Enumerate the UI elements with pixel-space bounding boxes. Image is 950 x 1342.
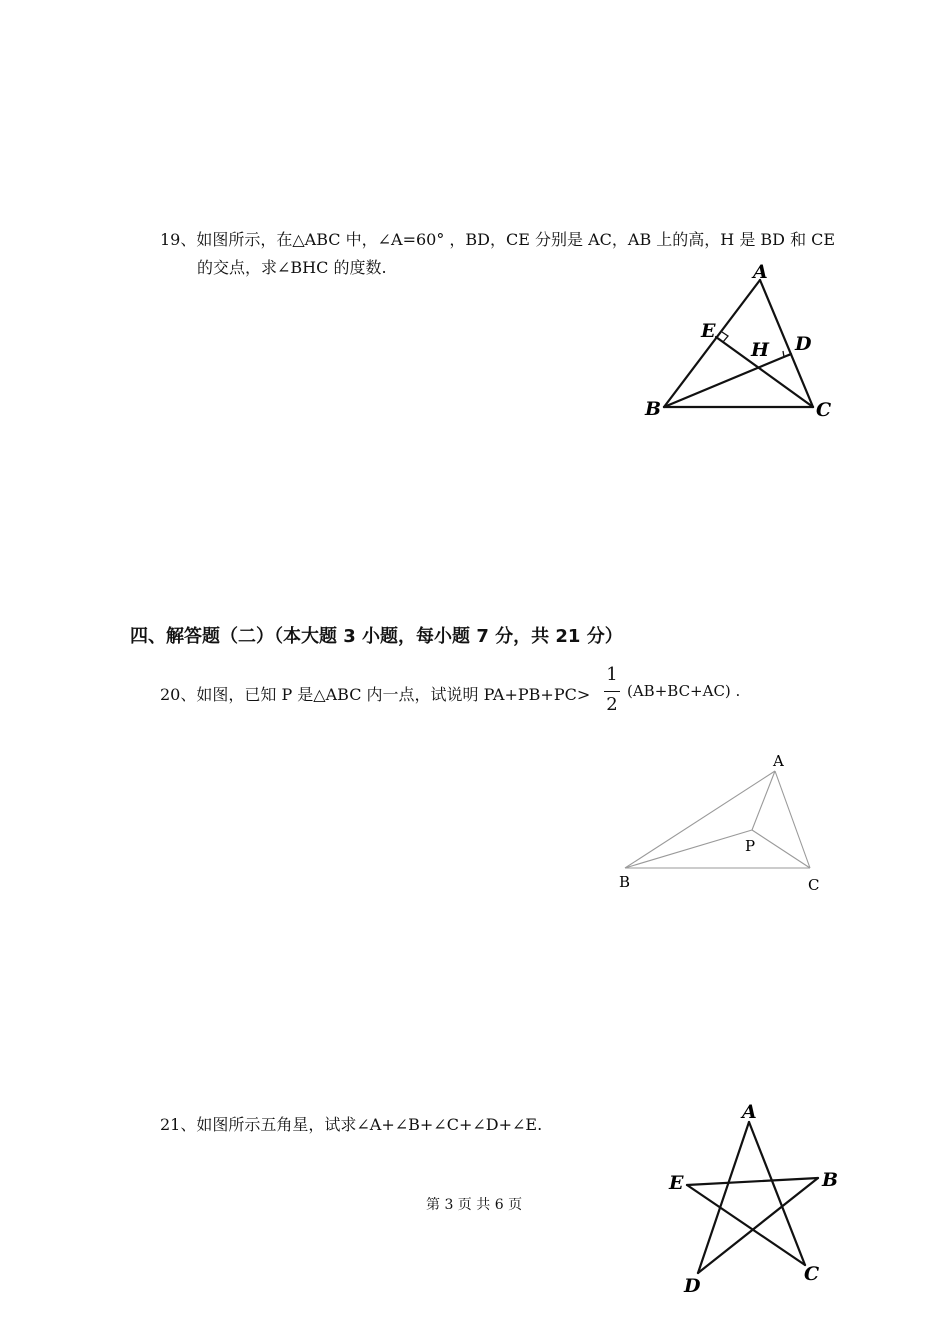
section-4-heading: 四、解答题（二）（本大题 3 小题，每小题 7 分，共 21 分） bbox=[130, 626, 623, 647]
q21-text: 21、如图所示五角星，试求∠A+∠B+∠C+∠D+∠E. bbox=[160, 1115, 543, 1134]
q19-text-line2: 的交点，求∠BHC 的度数. bbox=[197, 258, 387, 277]
q21-label-e: E bbox=[669, 1172, 684, 1194]
q19-label-c: C bbox=[816, 399, 832, 421]
q20-segment-pb bbox=[625, 830, 752, 868]
q21-label-d: D bbox=[684, 1275, 701, 1297]
q19-triangle-figure bbox=[640, 258, 880, 433]
q19-text-line1: 19、如图所示，在△ABC 中，∠A=60° ，BD，CE 分别是 AC，AB 上的高，H 是 BD 和 CE bbox=[160, 230, 836, 249]
q20-label-a: A bbox=[773, 752, 784, 770]
q19-label-a: A bbox=[753, 261, 768, 283]
q19-label-b: B bbox=[645, 398, 662, 420]
q21-segment-a-c bbox=[749, 1122, 805, 1265]
q19-label-h: H bbox=[751, 339, 769, 361]
q20-label-b: B bbox=[619, 873, 631, 891]
q19-label-d: D bbox=[795, 333, 812, 355]
q21-segment-e-b bbox=[687, 1178, 818, 1185]
q20-label-c: C bbox=[808, 876, 820, 894]
q19-label-e: E bbox=[701, 320, 716, 342]
page-footer: 第 3 页 共 6 页 bbox=[426, 1197, 523, 1213]
q20-label-p: P bbox=[745, 837, 756, 855]
q21-label-a: A bbox=[742, 1101, 757, 1123]
q20-fraction-numerator: 1 bbox=[606, 664, 618, 685]
q21-label-b: B bbox=[822, 1169, 839, 1191]
q20-side-ac bbox=[775, 771, 810, 868]
q19-right-angle-e bbox=[722, 332, 728, 342]
q21-pentagram-figure bbox=[660, 1100, 860, 1300]
q20-text-suffix: (AB+BC+AC) . bbox=[627, 682, 741, 700]
q20-text-prefix: 20、如图，已知 P 是△ABC 内一点，试说明 PA+PB+PC> bbox=[160, 685, 591, 704]
q21-segment-b-d bbox=[698, 1178, 818, 1273]
q21-label-c: C bbox=[804, 1263, 820, 1285]
q20-fraction-bar bbox=[604, 691, 620, 692]
q20-segment-pa bbox=[752, 771, 775, 830]
q20-segment-pc bbox=[752, 830, 810, 868]
q20-fraction-denominator: 2 bbox=[606, 694, 618, 715]
q20-triangle-figure bbox=[610, 748, 840, 898]
